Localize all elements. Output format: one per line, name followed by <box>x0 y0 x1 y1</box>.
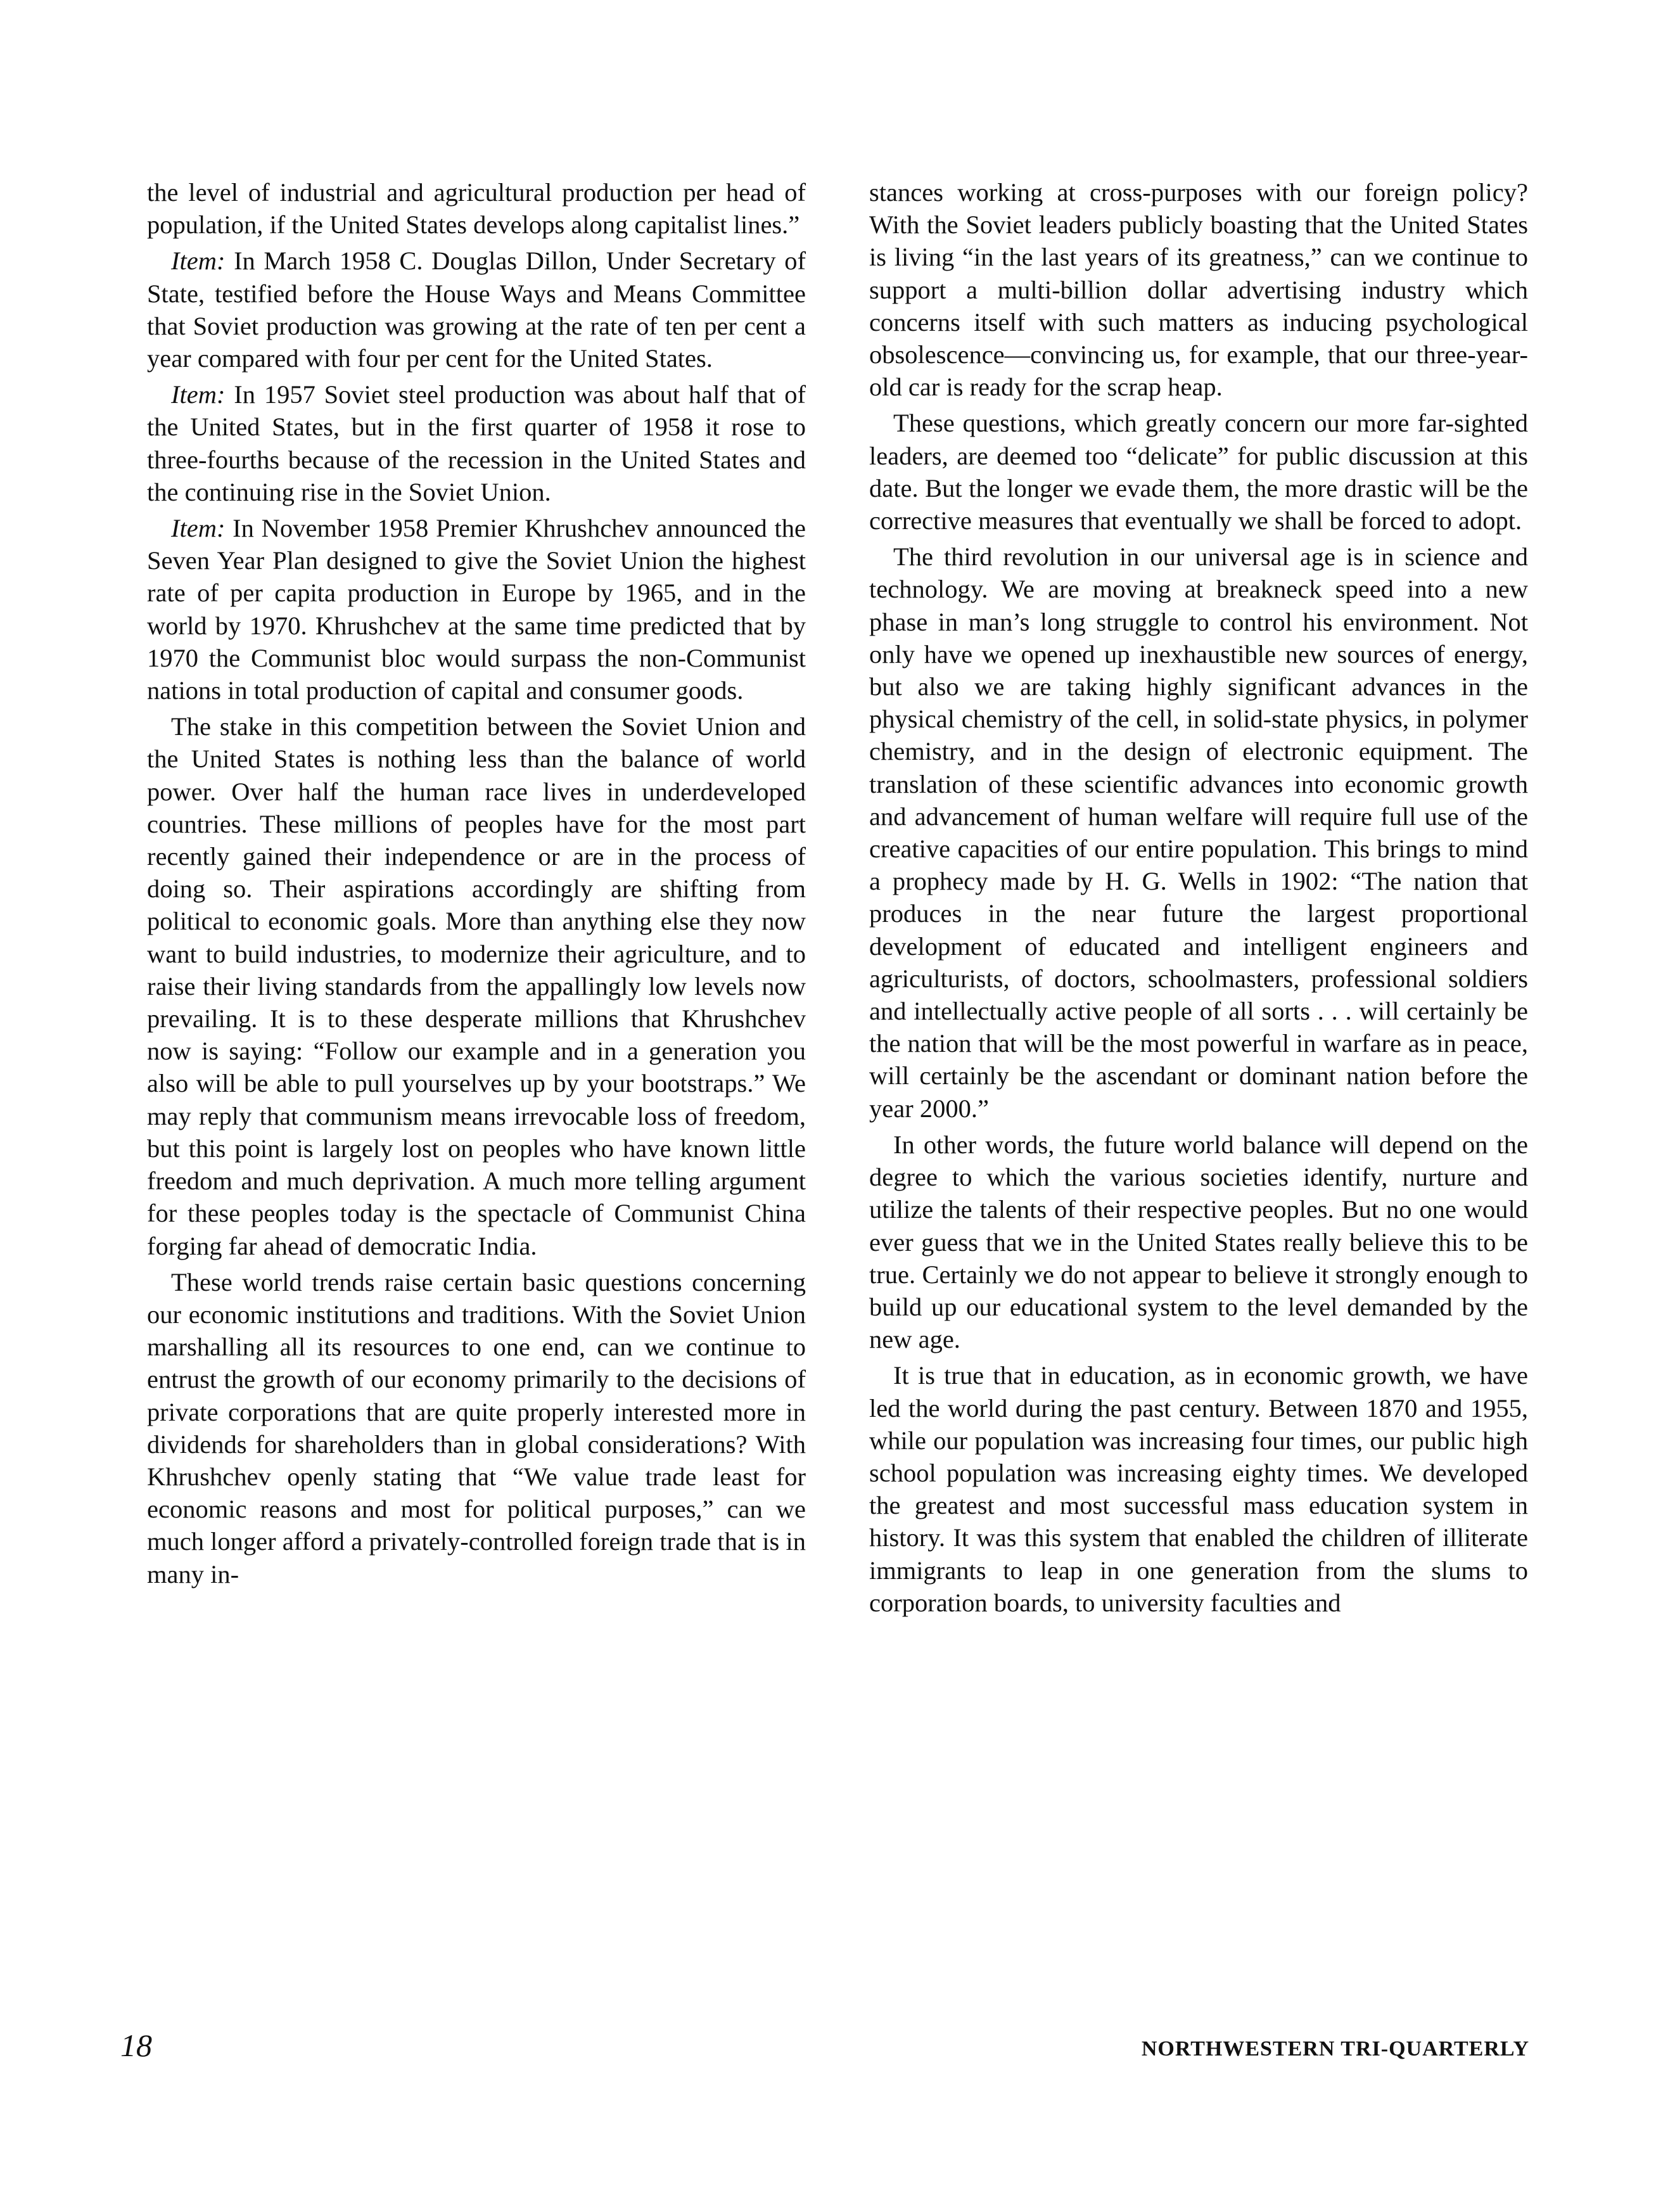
item-text: In November 1958 Premier Khrushchev announced the Seven Year Plan designed to give the Soviet Union the highest rate of per capita production in Europe by 1965, and in the world by 1970. Khrushchev at the same time predicted that by 1970 the Communist bloc would surpass the non-Communist nations in total production of capital and consumer goods. <box>147 514 806 705</box>
paragraph: These questions, which greatly concern our more far-sighted leaders, are deemed too “delicate” for public discussion at this date. But the longer we evade them, the more drastic will be the corrective measures that eventually we shall be forced to adopt. <box>869 409 1528 535</box>
paragraph: The third revolution in our universal age is in science and technology. We are moving at breakneck speed into a new phase in man’s long struggle to control his environment. Not only have we opened up inexhaustible new sources of energy, but also we are taking highly significant advances in the physical chemistry of the cell, in solid-state physics, in polymer chemistry, and in the design of electronic equipment. The translation of these scientific advances into economic growth and advancement of human welfare will require full use of the creative capacities of our entire population. This brings to mind a prophecy made by H. G. Wells in 1902: “The nation that produces in the near future the largest proportional development of educated and intelligent engineers and agriculturists, of doctors, schoolmasters, professional soldiers and intellectually active people of all sorts . . . will certainly be the nation that will be the most powerful in warfare as in peace, will certainly be the ascendant or dominant nation before the year 2000.” <box>869 542 1528 1123</box>
item-paragraph <box>147 512 806 706</box>
paragraph: stances working at cross-purposes with our foreign policy? With the Soviet leaders publicly boasting that the United States is living “in the last years of its greatness,” can we continue to support a multi-billion dollar advertising industry which concerns itself with such matters as inducing psychological obsolescence—convincing us, for example, that our three-year-old car is ready for the scrap heap. <box>869 178 1528 402</box>
paragraph: the level of industrial and agricultural production per head of population, if the United States develops along capitalist lines.” <box>147 178 806 240</box>
item-label: Item: <box>171 380 226 409</box>
paragraph: It is true that in education, as in economic growth, we have led the world during the past century. Between 1870 and 1955, while our population was increasing four times, our public high school population was increasing eighty times. We developed the greatest and most successful mass education system in history. It was this system that enabled the children of illiterate immigrants to leap in one generation from the slums to corporation boards, to university faculties and <box>869 1361 1528 1617</box>
item-label: Item: <box>171 514 226 543</box>
paragraph: These world trends raise certain basic questions concerning our economic institutions and traditions. With the Soviet Union marshalling all its resources to one end, can we continue to entrust the growth of our economy primarily to the decisions of private corporations that are quite properly interested more in dividends for shareholders than in global considerations? With Khrushchev openly stating that “We value trade least for economic reasons and most for political purposes,” can we much longer afford a privately-controlled foreign trade that is in many in- <box>147 1267 806 1589</box>
page-number: 18 <box>120 2028 152 2063</box>
item-paragraph <box>147 378 806 508</box>
item-text: In 1957 Soviet steel production was about half that of the United States, but in the first quarter of 1958 it rose to three-fourths because of the recession in the United States and the continuing rise in the Soviet Union. <box>147 380 806 506</box>
item-label: Item: <box>171 246 226 276</box>
left-column <box>147 176 806 1594</box>
item-paragraph <box>147 245 806 374</box>
right-column <box>869 176 1528 1623</box>
paragraph: In other words, the future world balance will depend on the degree to which the various societies identify, nurture and utilize the talents of their respective peoples. But no one would ever guess that we in the United States really believe this to be true. Certainly we do not appear to believe it strongly enough to build up our educational system to the level demanded by the new age. <box>869 1130 1528 1354</box>
paragraph: The stake in this competition between the Soviet Union and the United States is nothing less than the balance of world power. Over half the human race lives in underdeveloped countries. These millions of peoples have for the most part recently gained their independence or are in the process of doing so. Their aspirations accordingly are shifting from political to economic goals. More than anything else they now want to build industries, to modernize their agriculture, and to raise their living standards from the appallingly low levels now prevailing. It is to these desperate millions that Khrushchev now is saying: “Follow our example and in a generation you also will be able to pull yourselves up by your bootstraps.” We may reply that communism means irrevocable loss of freedom, but this point is largely lost on peoples who have known little freedom and much deprivation. A much more telling argument for these peoples today is the spectacle of Communist China forging far ahead of democratic India. <box>147 712 806 1260</box>
running-footer-title: NORTHWESTERN TRI-QUARTERLY <box>1141 2037 1529 2061</box>
item-text: In March 1958 C. Douglas Dillon, Under Secretary of State, testified before the House Ways and Means Committee that Soviet production was growing at the rate of ten per cent a year compared with four per cent for the United States. <box>147 246 806 373</box>
